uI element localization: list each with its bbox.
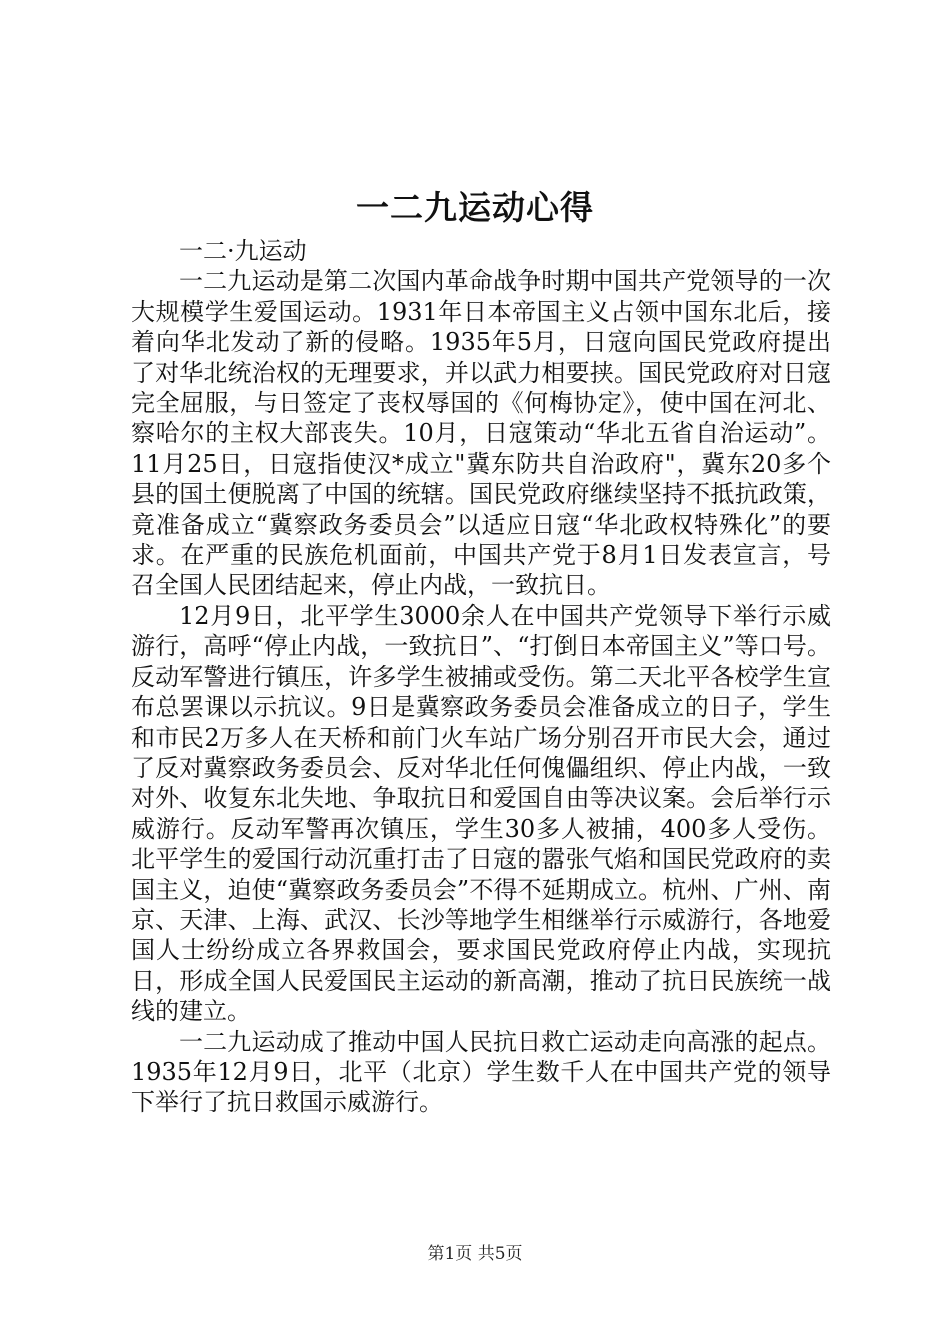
document-body (131, 236, 831, 1118)
document-title: 一二九运动心得 (356, 188, 594, 227)
page-number-footer: 第1页 共5页 (427, 1244, 523, 1264)
paragraph: 一二九运动成了推动中国人民抗日救亡运动走向高涨的起点。1935年12月9日，北平（北京）学生数千人在中国共产党的领导下举行了抗日救国示威游行。 (131, 1027, 831, 1117)
paragraph: 12月9日，北平学生3000余人在中国共产党领导下举行示威游行，高呼“停止内战，一致抗日”、“打倒日本帝国主义”等口号。反动军警进行镇压，许多学生被捕或受伤。第二天北平各校学生宣布总罢课以示抗议。9日是冀察政务委员会准备成立的日子，学生和市民2万多人在天桥和前门火车站广场分别召开市民大会，通过了反对冀察政务委员会、反对华北任何傀儡组织、停止内战，一致对外、收复东北失地、争取抗日和爱国自由等决议案。会后举行示威游行。反动军警再次镇压，学生30多人被捕，400多人受伤。北平学生的爱国行动沉重打击了日寇的嚣张气焰和国民党政府的卖国主义，迫使“冀察政务委员会”不得不延期成立。杭州、广州、南京、天津、上海、武汉、长沙等地学生相继举行示威游行，各地爱国人士纷纷成立各界救国会，要求国民党政府停止内战，实现抗日，形成全国人民爱国民主运动的新高潮，推动了抗日民族统一战线的建立。 (131, 601, 831, 1026)
section-heading: 一二·九运动 (179, 237, 307, 265)
paragraph: 一二九运动是第二次国内革命战争时期中国共产党领导的一次大规模学生爱国运动。1931年日本帝国主义占领中国东北后，接着向华北发动了新的侵略。1935年5月，日寇向国民党政府提出了对华北统治权的无理要求，并以武力相要挟。国民党政府对日寇完全屈服，与日签定了丧权辱国的《何梅协定》，使中国在河北、察哈尔的主权大部丧失。10月，日寇策动“华北五省自治运动”。11月25日，日寇指使汉*成立"冀东防共自治政府"，冀东20多个县的国土便脱离了中国的统辖。国民党政府继续坚持不抵抗政策，竟准备成立“冀察政务委员会”以适应日寇“华北政权特殊化”的要求。在严重的民族危机面前，中国共产党于8月1日发表宣言，号召全国人民团结起来，停止内战，一致抗日。 (131, 267, 831, 600)
